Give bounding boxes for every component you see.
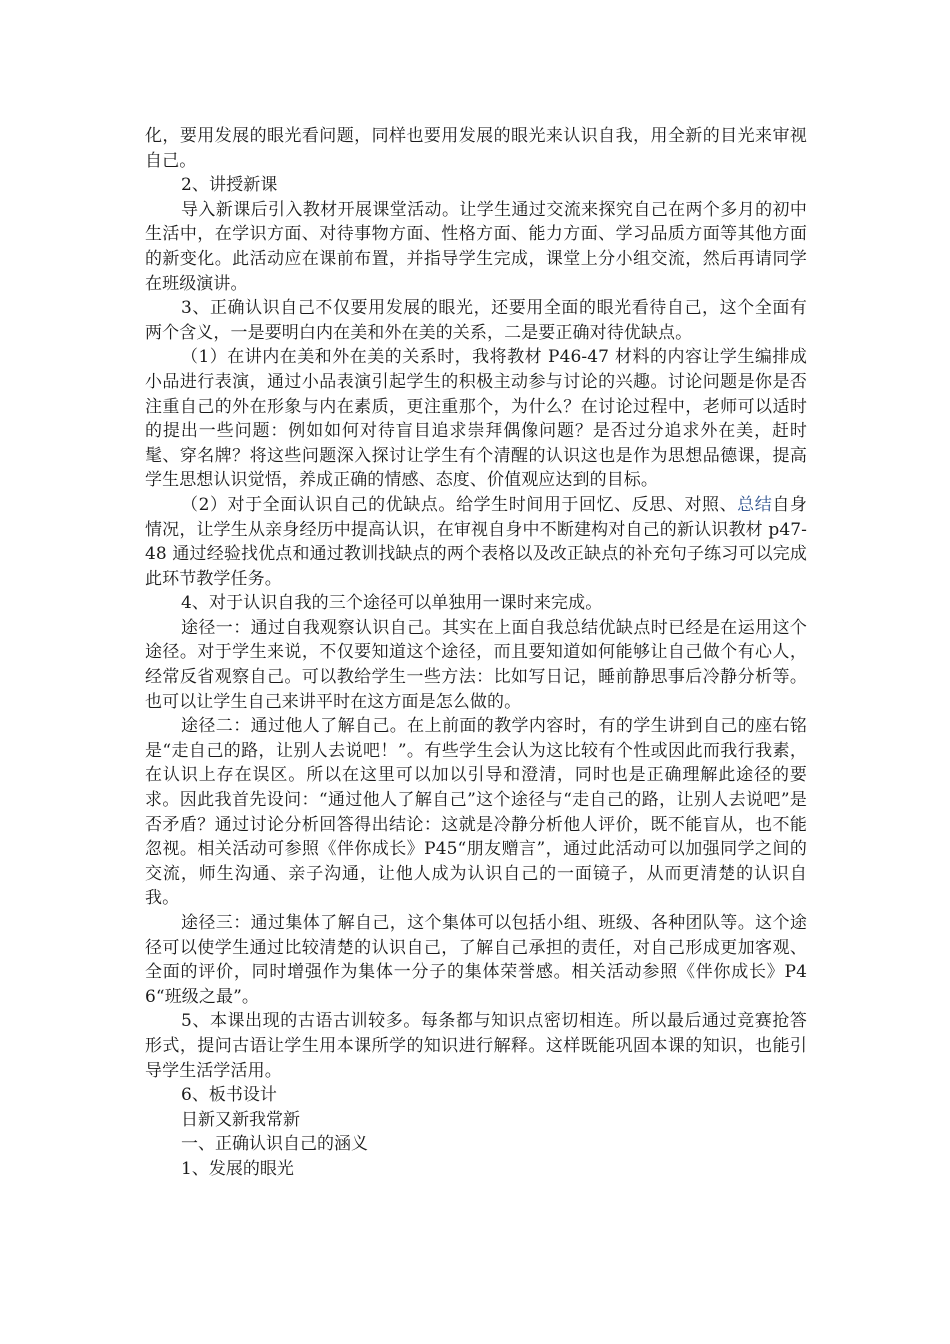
paragraph-way-two: 途径二：通过他人了解自己。在上前面的教学内容时，有的学生讲到自己的座右铭是“走自己的路，让别人去说吧！”。有些学生会认为这比较有个性或因此而我行我素，在认识上存在误区。所以在这里可以加以引导和澄清，同时也是正确理解此途径的要求。因此我首先设问：“通过他人了解自己”这个途径与“走自己的路，让别人去说吧”是否矛盾？通过讨论分析回答得出结论：这就是冷静分析他人评价，既不能盲从，也不能忽视。相关活动可参照《伴你成长》P45“朋友赠言”，通过此活动可以加强同学之间的交流，师生沟通、亲子沟通，让他人成为认识自己的一面镜子，从而更清楚的认识自我。 <box>145 716 807 909</box>
summary-link[interactable]: 总结 <box>737 494 773 515</box>
board-section-one: 一、正确认识自己的涵义 <box>181 1134 368 1155</box>
paragraph-text-before-link: （2）对于全面认识自己的优缺点。给学生时间用于回忆、反思、对照、 <box>181 494 738 515</box>
paragraph-continuation: 化，要用发展的眼光看问题，同样也要用发展的眼光来认识自我，用全新的目光来审视自己。 <box>145 126 807 171</box>
paragraph-three-ways: 4、对于认识自我的三个途径可以单独用一课时来完成。 <box>181 593 603 614</box>
paragraph-text-after-link: 自身情况，让学生从亲身经历中提高认识，在审视自身中不断建构对自己的新认识教材 p47-48 通过经验找优点和通过教训找缺点的两个表格以及改正缺点的补充句子练习可以完成此环节教学任务。 <box>145 494 808 589</box>
paragraph-way-three: 途径三：通过集体了解自己，这个集体可以包括小组、班级、各种团队等。这个途径可以使学生通过比较清楚的认识自己，了解自己承担的责任，对自己形成更加客观、全面的评价，同时增强作为集体一分子的集体荣誉感。相关活动参照《伴你成长》P46“班级之最”。 <box>145 913 807 1007</box>
paragraph-class-activity: 导入新课后引入教材开展课堂活动。让学生通过交流来探究自己在两个多月的初中生活中，在学识方面、对待事物方面、性格方面、能力方面、学习品质方面等其他方面的新变化。此活动应在课前布置，并指导学生完成，课堂上分小组交流，然后再请同学在班级演讲。 <box>145 199 807 294</box>
board-title: 日新又新我常新 <box>181 1109 300 1130</box>
paragraph-correct-self-view: 3、正确认识自己不仅要用发展的眼光，还要用全面的眼光看待自己，这个全面有两个含义，一是要明白内在美和外在美的关系，二是要正确对待优缺点。 <box>145 298 807 343</box>
paragraph-inner-outer-beauty: （1）在讲内在美和外在美的关系时，我将教材 P46-47 材料的内容让学生编排成小品进行表演，通过小品表演引起学生的积极主动参与讨论的兴趣。讨论问题是你是否注重自己的外在形象与内在素质，更注重那个，为什么？在讨论过程中，老师可以适时的提出一些问题：例如如何对待盲目追求崇拜偶像问题？是否过分追求外在美，赶时髦、穿名牌？将这些问题深入探讨让学生有个清醒的认识这也是作为思想品德课，提高学生思想认识觉悟，养成正确的情感、态度、价值观应达到的目标。 <box>145 347 807 491</box>
paragraph-way-one: 途径一：通过自我观察认识自己。其实在上面自我总结优缺点时已经是在运用这个途径。对于学生来说，不仅要知道这个途径，而且要知道如何能够让自己做个有心人，经常反省观察自己。可以教给学生一些方法：比如写日记，睡前静思事后冷静分析等。也可以让学生自己来讲平时在这方面是怎么做的。 <box>145 617 807 712</box>
paragraph-strengths-weaknesses <box>145 493 807 591</box>
heading-board-design: 6、板书设计 <box>181 1085 277 1106</box>
board-item-one: 1、发展的眼光 <box>181 1158 294 1179</box>
paragraph-ancient-sayings: 5、本课出现的古语古训较多。每条都与知识点密切相连。所以最后通过竞赛抢答形式，提问古语让学生用本课所学的知识进行解释。这样既能巩固本课的知识，也能引导学生活学活用。 <box>145 1011 807 1081</box>
document-page <box>145 124 807 1182</box>
heading-teach-new-lesson: 2、讲授新课 <box>181 175 278 196</box>
